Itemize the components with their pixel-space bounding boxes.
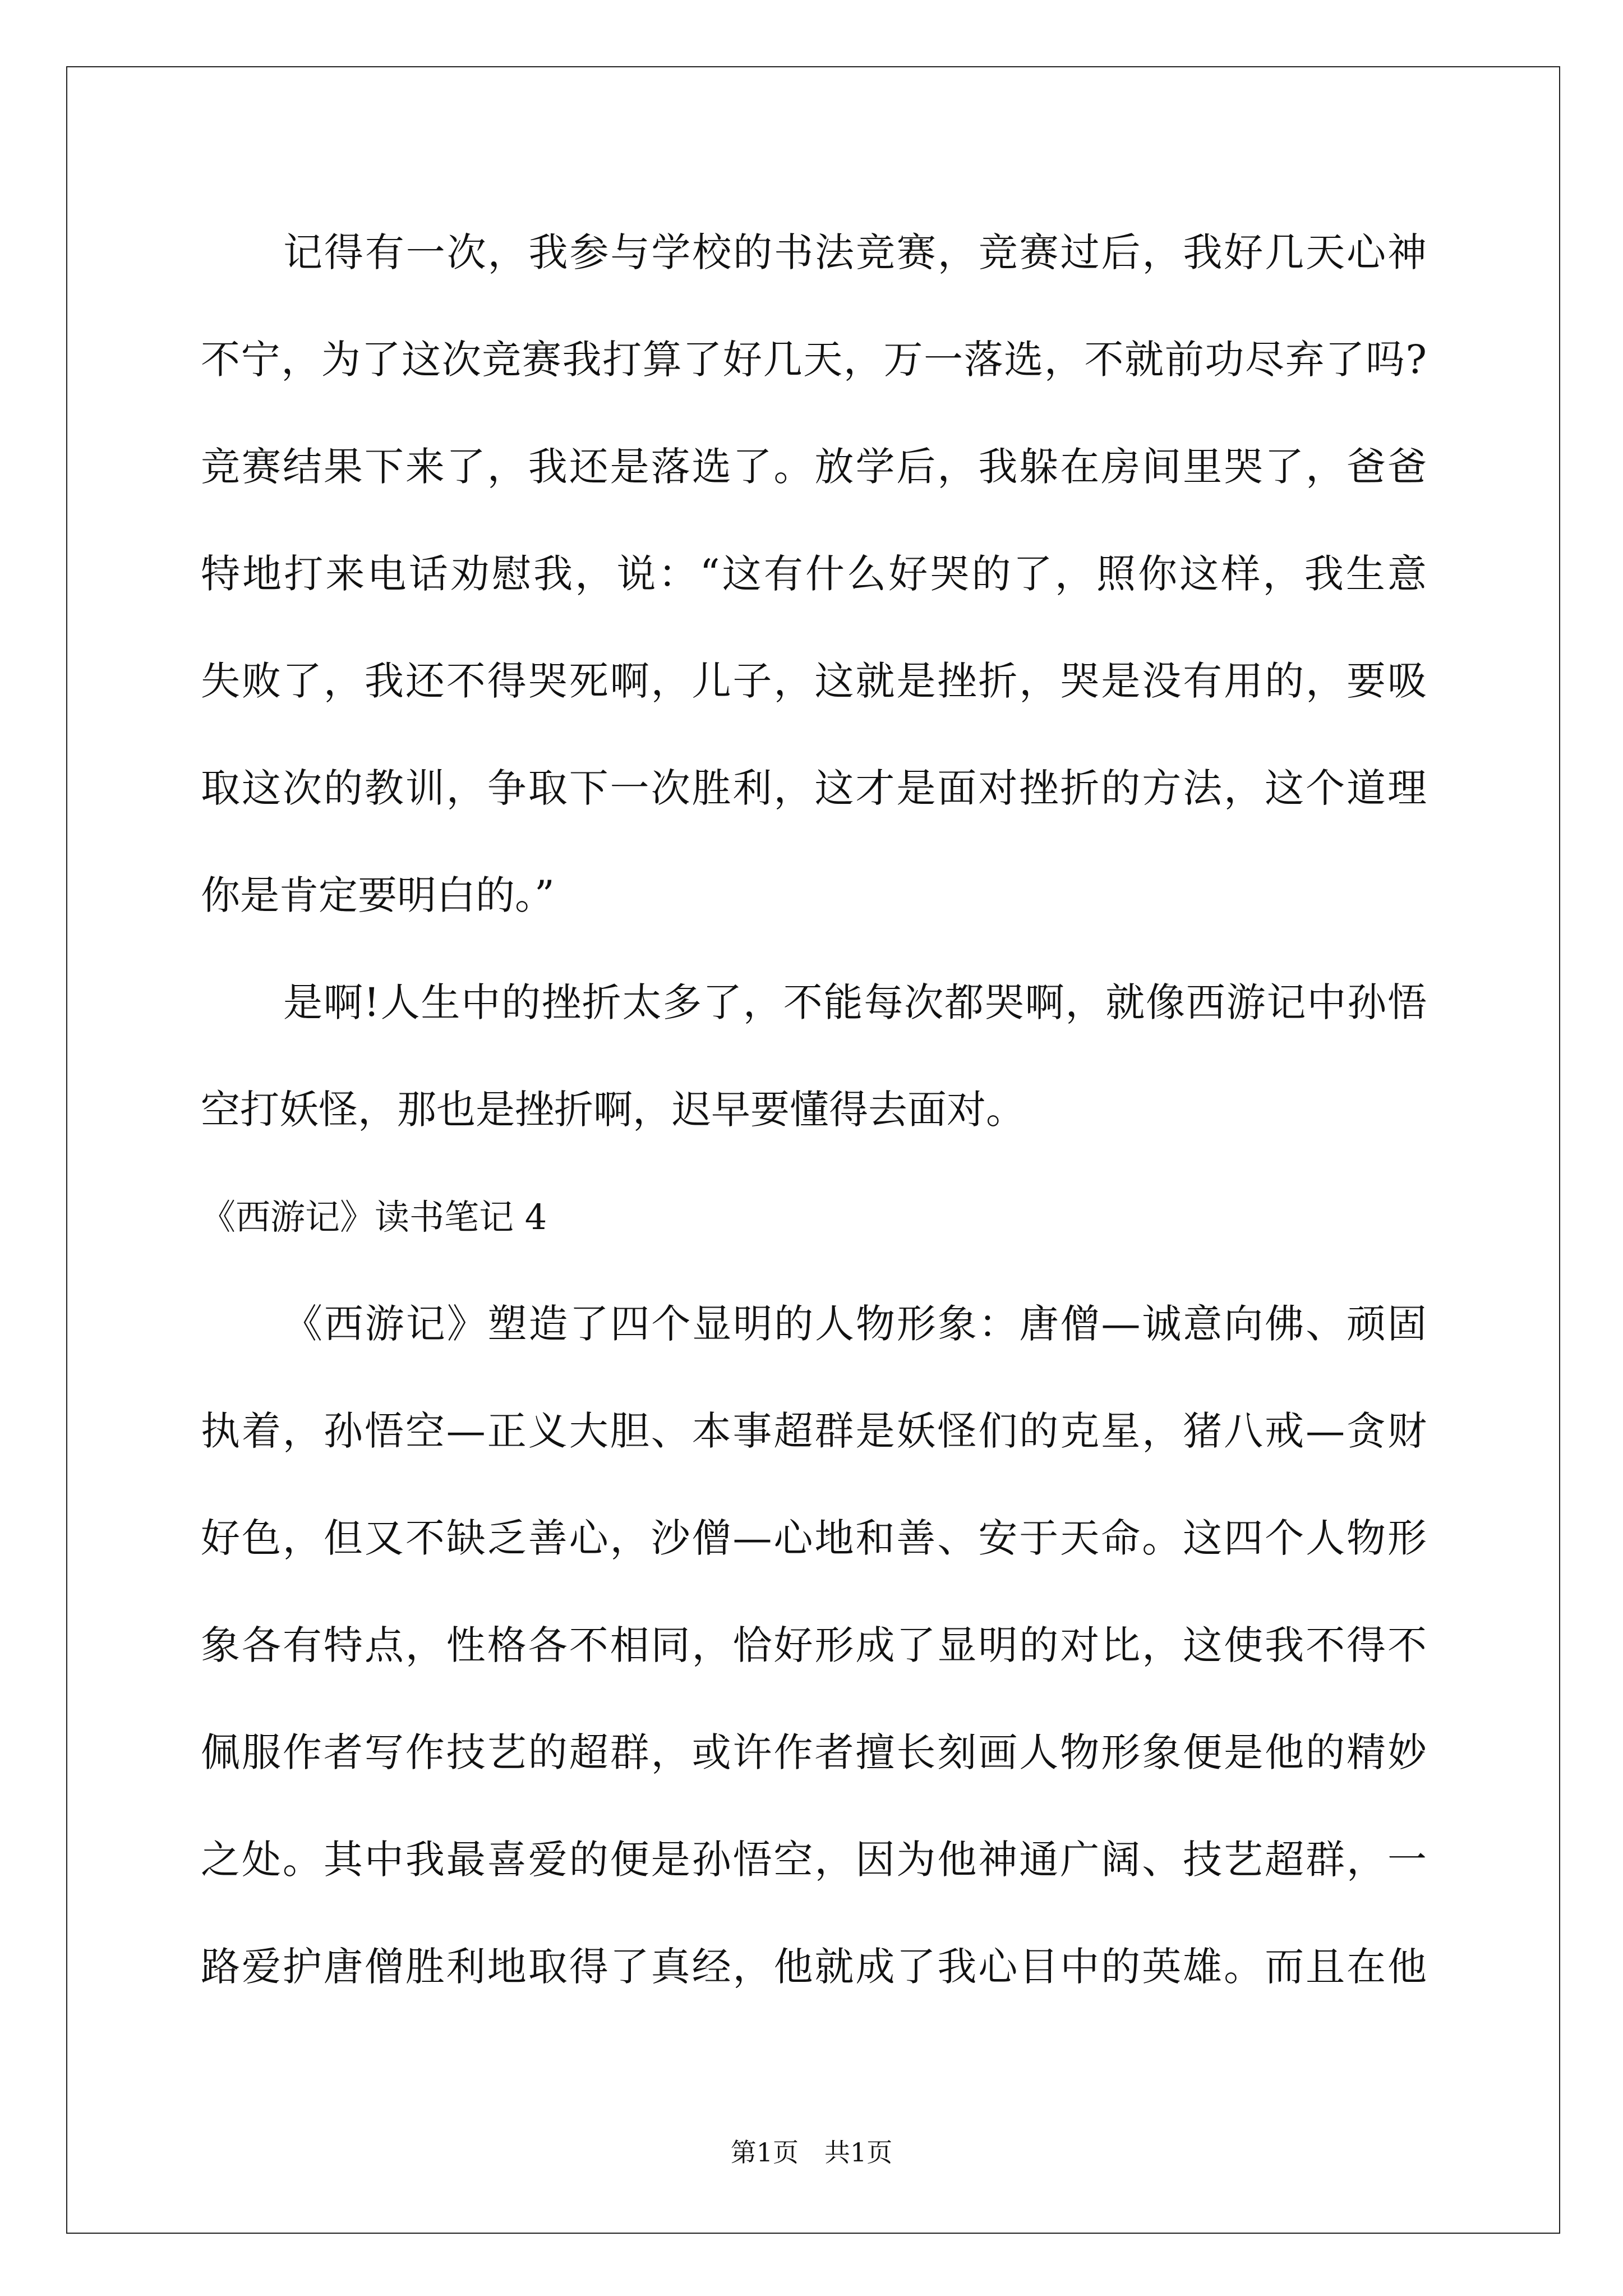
text-line: 执着，孙悟空—正义大胆、本事超群是妖怪们的克星，猪八戒—贪财 [201,1408,1427,1454]
paragraph-1 [201,199,1427,949]
text-line: 佩服作者写作技艺的超群，或许作者擅长刻画人物形象便是他的精妙 [201,1729,1427,1775]
document-body [201,199,1427,2021]
page-number-footer: 第1页 共1页 [730,2137,893,2168]
text-line: 竞赛结果下来了，我还是落选了。放学后，我躲在房间里哭了，爸爸 [201,444,1427,490]
paragraph-3 [201,1271,1427,2021]
text-line: 记得有一次，我参与学校的书法竞赛，竞赛过后，我好几天心神 [283,229,1427,275]
paragraph-2 [201,949,1427,1163]
text-line: 之处。其中我最喜爱的便是孙悟空，因为他神通广阔、技艺超群，一 [201,1837,1427,1883]
text-line: 不宁，为了这次竞赛我打算了好几天，万一落选，不就前功尽弃了吗? [201,337,1427,383]
section-heading: 《西游记》读书笔记 4 [201,1197,547,1237]
text-line: 《西游记》塑造了四个显明的人物形象：唐僧—诚意向佛、顽固 [283,1301,1427,1347]
text-line: 象各有特点，性格各不相同，恰好形成了显明的对比，这使我不得不 [201,1622,1427,1668]
text-line: 路爱护唐僧胜利地取得了真经，他就成了我心目中的英雄。而且在他 [201,1944,1427,1990]
text-line: 取这次的教训，争取下一次胜利，这才是面对挫折的方法，这个道理 [201,765,1427,811]
text-line: 失败了，我还不得哭死啊，儿子，这就是挫折，哭是没有用的，要吸 [201,658,1427,704]
text-line: 是啊!人生中的挫折太多了，不能每次都哭啊，就像西游记中孙悟 [283,979,1427,1025]
text-line: 好色，但又不缺乏善心，沙僧—心地和善、安于天命。这四个人物形 [201,1515,1427,1561]
text-line: 你是肯定要明白的。” [201,872,555,918]
text-line: 特地打来电话劝慰我，说：“这有什么好哭的了，照你这样，我生意 [201,551,1427,597]
text-line: 空打妖怪，那也是挫折啊，迟早要懂得去面对。 [201,1087,1025,1133]
